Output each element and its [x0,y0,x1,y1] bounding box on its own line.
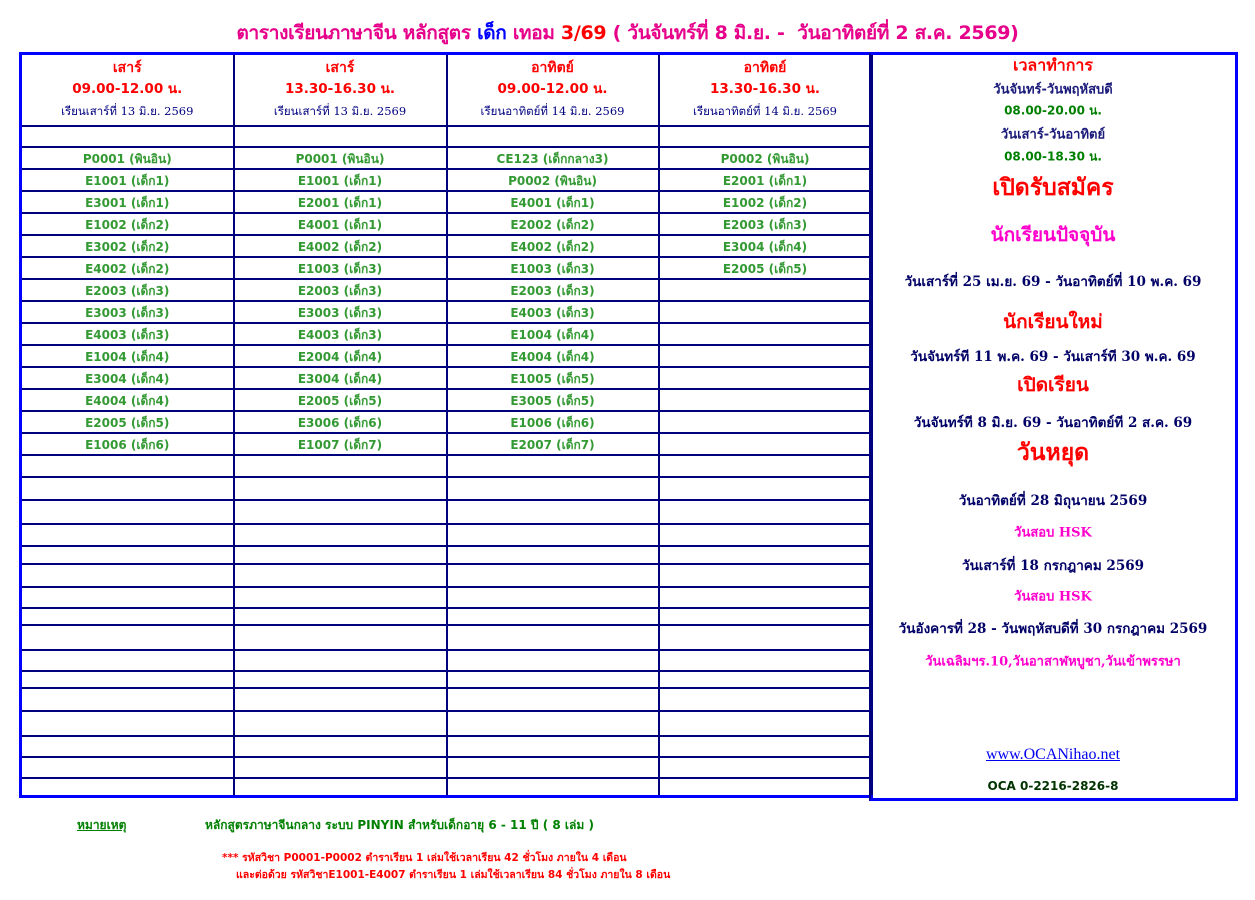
table-cell [21,477,234,500]
course-code: E1002 (เด็ก2) [722,196,808,210]
table-cell [234,736,447,757]
column-time: 13.30-16.30 น. [709,80,821,97]
table-cell [21,546,234,564]
table-cell [21,169,234,191]
table-row [21,477,872,500]
course-code: E1007 (เด็ก7) [297,438,383,452]
column-time: 13.30-16.30 น. [284,80,396,97]
table-cell [21,367,234,389]
table-cell [447,345,659,367]
table-row [21,191,872,213]
column-start-date: เรียนอาทิตย์ที่ 14 มิ.ย. 2569 [693,103,837,118]
table-cell [447,736,659,757]
date-range-text: วันจันทร์ที 8 มิ.ย. 69 - วันอาทิตย์ที 2 ส.ค. 69 [913,415,1193,431]
course-code: E2003 (เด็ก3) [297,284,383,298]
table-row [21,126,872,147]
column-day: อาทิตย์ [743,59,787,76]
table-cell [659,279,872,301]
table-cell [21,301,234,323]
table-cell [447,587,659,608]
table-cell [21,736,234,757]
table-row [21,389,872,411]
column-header [234,54,447,126]
date-range-text: วันเสาร์ที่ 18 กรกฎาคม 2569 [961,558,1145,574]
table-cell [21,711,234,736]
table-cell [447,477,659,500]
table-cell [659,433,872,455]
table-cell [447,169,659,191]
table-row [21,323,872,345]
course-code: E3004 (เด็ก4) [85,372,170,386]
title-prefix: ตารางเรียนภาษาจีน หลักสูตร [236,22,478,44]
course-code: E4001 (เด็ก1) [297,218,383,232]
table-cell [447,688,659,711]
table-cell [21,257,234,279]
course-code: E3004 (เด็ก4) [722,240,808,254]
schedule-table [19,52,873,798]
table-cell [447,671,659,688]
footer-course-description: หลักสูตรภาษาจีนกลาง ระบบ PINYIN สำหรับเด็กอายุ 6 - 11 ปี ( 8 เล่ม ) [205,818,594,832]
table-cell [447,147,659,169]
table-cell [447,257,659,279]
course-code: E4004 (เด็ก4) [510,350,595,364]
course-code: E1004 (เด็ก4) [85,350,170,364]
course-code: E4003 (เด็ก3) [510,306,595,320]
table-cell [659,688,872,711]
table-cell [234,778,447,797]
column-day: เสาร์ [325,59,355,76]
table-cell [447,191,659,213]
table-cell [234,524,447,546]
course-code: E3004 (เด็ก4) [297,372,383,386]
table-cell [21,433,234,455]
table-cell [21,650,234,671]
table-cell [447,608,659,625]
table-cell [234,147,447,169]
table-cell [234,477,447,500]
info-panel [869,52,1238,801]
table-cell [234,671,447,688]
table-cell [234,455,447,477]
table-cell [21,778,234,797]
table-cell [21,671,234,688]
course-code: E3002 (เด็ก2) [85,240,170,254]
section-subheading: นักเรียนปัจจุบัน [990,224,1116,246]
table-cell [659,564,872,587]
course-code: E4002 (เด็ก2) [85,262,170,276]
table-cell [659,455,872,477]
table-cell [659,546,872,564]
course-code: P0001 (พินอิน) [82,152,172,166]
table-cell [659,301,872,323]
table-cell [234,625,447,650]
table-cell [447,625,659,650]
course-code: E2003 (เด็ก3) [510,284,595,298]
table-cell [447,389,659,411]
table-cell [447,455,659,477]
table-cell [21,323,234,345]
course-code: P0001 (พินอิน) [295,152,385,166]
table-row [21,711,872,736]
page-title [0,18,1255,48]
table-cell [447,546,659,564]
course-code: E1001 (เด็ก1) [297,174,383,188]
table-cell [659,257,872,279]
table-cell [447,213,659,235]
table-cell [659,389,872,411]
table-cell [234,323,447,345]
table-cell [21,191,234,213]
column-start-date: เรียนเสาร์ที่ 13 มิ.ย. 2569 [61,103,194,118]
section-heading: เปิดรับสมัคร [992,175,1114,201]
table-cell [659,147,872,169]
table-cell [21,500,234,524]
table-cell [234,587,447,608]
table-row [21,257,872,279]
table-row [21,433,872,455]
course-code: E3001 (เด็ก1) [85,196,170,210]
table-cell [234,711,447,736]
table-cell [659,711,872,736]
table-cell [21,345,234,367]
date-range-text: วันอาทิตย์ที่ 28 มิถุนายน 2569 [958,493,1148,509]
table-cell [234,411,447,433]
table-cell [447,500,659,524]
table-cell [21,688,234,711]
course-code: P0002 (พินอิน) [508,174,597,188]
table-cell [21,389,234,411]
table-row [21,688,872,711]
table-row [21,147,872,169]
table-cell [659,587,872,608]
office-days-label: วันจันทร์-วันพฤหัสบดี [993,82,1113,98]
course-code: E1006 (เด็ก6) [85,438,170,452]
table-row [21,564,872,587]
table-cell [447,235,659,257]
table-cell [447,323,659,345]
table-row [21,500,872,524]
table-row [21,736,872,757]
table-row [21,524,872,546]
table-cell [659,345,872,367]
table-cell [21,757,234,778]
table-row [21,757,872,778]
table-cell [234,301,447,323]
course-code: P0002 (พินอิน) [720,152,810,166]
table-cell [447,650,659,671]
table-cell [234,235,447,257]
course-code: CE123 (เด็กกลาง3) [496,152,609,166]
table-row [21,625,872,650]
table-row [21,169,872,191]
course-code: E1004 (เด็ก4) [510,328,595,342]
table-row [21,587,872,608]
column-start-date: เรียนเสาร์ที่ 13 มิ.ย. 2569 [273,103,407,118]
table-cell [21,213,234,235]
schedule-header-row [21,54,872,126]
course-code: E1003 (เด็ก3) [510,262,595,276]
table-cell [447,279,659,301]
course-code: E3003 (เด็ก3) [85,306,170,320]
table-cell [447,367,659,389]
course-code: E2005 (เด็ก5) [297,394,383,408]
table-cell [234,257,447,279]
table-cell [234,608,447,625]
holiday-note: วันเฉลิมฯร.10,วันอาสาฬหบูชา,วันเข้าพรรษา [925,654,1181,670]
table-cell [21,625,234,650]
table-cell [21,147,234,169]
table-cell [659,500,872,524]
title-level: เด็ก [477,22,507,44]
table-cell [234,191,447,213]
title-term: 3/69 [560,22,607,44]
section-heading: วันหยุด [1016,440,1090,466]
schedule-grid [19,52,870,798]
table-cell [234,757,447,778]
phone-number: OCA 0-2216-2826-8 [987,779,1119,793]
course-code: E4004 (เด็ก4) [85,394,170,408]
footer-note-2: และต่อด้วย รหัสวิชาE1001-E4007 ตำราเรียน 1 เล่มใช้เวลาเรียน 84 ชั่วโมง ภายใน 8 เดือน [236,869,671,881]
table-row [21,279,872,301]
table-row [21,608,872,625]
table-cell [21,455,234,477]
column-header [447,54,659,126]
section-subheading: นักเรียนใหม่ [1003,311,1103,333]
table-cell [21,608,234,625]
table-cell [234,213,447,235]
table-cell [659,524,872,546]
table-row [21,411,872,433]
column-time: 09.00-12.00 น. [497,80,608,97]
table-cell [659,323,872,345]
table-cell [659,650,872,671]
course-code: E2002 (เด็ก2) [510,218,595,232]
table-cell [447,524,659,546]
table-cell [234,279,447,301]
table-cell [659,169,872,191]
table-row [21,650,872,671]
table-row [21,301,872,323]
office-days-label: วันเสาร์-วันอาทิตย์ [1000,127,1106,143]
date-range-text: วันอังคารที่ 28 - วันพฤหัสบดีที่ 30 กรกฎาคม 2569 [898,621,1208,637]
table-cell [21,564,234,587]
table-row [21,367,872,389]
table-cell [234,126,447,147]
table-cell [234,650,447,671]
course-code: E4002 (เด็ก2) [510,240,595,254]
table-cell [234,367,447,389]
table-cell [659,477,872,500]
table-cell [234,433,447,455]
table-row [21,778,872,797]
website-link[interactable]: www.OCANihao.net [985,746,1121,763]
table-cell [21,126,234,147]
table-cell [447,433,659,455]
table-row [21,546,872,564]
course-code: E2005 (เด็ก5) [722,262,808,276]
table-cell [21,235,234,257]
office-hours-value: 08.00-18.30 น. [1004,149,1102,164]
course-code: E2007 (เด็ก7) [510,438,595,452]
table-cell [659,757,872,778]
office-hours-heading: เวลาทำการ [1012,55,1094,75]
title-period: ( วันจันทร์ที่ 8 มิ.ย. - วันอาทิตย์ที่ 2 ส.ค. 2569) [606,22,1019,44]
holiday-note: วันสอบ HSK [1014,589,1092,605]
holiday-note: วันสอบ HSK [1014,525,1092,541]
office-hours-value: 08.00-20.00 น. [1004,103,1102,118]
course-code: E2001 (เด็ก1) [722,174,808,188]
course-code: E2003 (เด็ก3) [722,218,808,232]
course-code: E3005 (เด็ก5) [510,394,595,408]
table-cell [659,671,872,688]
table-cell [659,191,872,213]
table-cell [447,411,659,433]
date-range-text: วันจันทร์ที 11 พ.ค. 69 - วันเสาร์ที 30 พ.ค. 69 [910,349,1196,365]
section-subheading: เปิดเรียน [1017,374,1089,396]
table-cell [447,757,659,778]
table-cell [447,778,659,797]
footer-note-1: *** รหัสวิชา P0001-P0002 ตำราเรียน 1 เล่มใช้เวลาเรียน 42 ชั่วโมง ภายใน 4 เดือน [222,852,627,864]
table-cell [659,778,872,797]
course-code: E3003 (เด็ก3) [297,306,383,320]
column-header [659,54,872,126]
course-code: E2005 (เด็ก5) [85,416,170,430]
table-cell [234,546,447,564]
table-cell [659,213,872,235]
table-cell [447,126,659,147]
course-code: E4003 (เด็ก3) [85,328,170,342]
course-code: E2003 (เด็ก3) [85,284,170,298]
table-cell [447,564,659,587]
table-row [21,345,872,367]
table-cell [447,711,659,736]
course-code: E3006 (เด็ก6) [297,416,383,430]
table-cell [659,608,872,625]
table-cell [659,367,872,389]
column-start-date: เรียนอาทิตย์ที่ 14 มิ.ย. 2569 [480,103,625,118]
table-row [21,213,872,235]
table-cell [21,524,234,546]
table-cell [21,279,234,301]
table-row [21,235,872,257]
title-term-label: เทอม [506,22,561,44]
course-code: E4003 (เด็ก3) [297,328,383,342]
column-time: 09.00-12.00 น. [72,80,183,97]
course-code: E4001 (เด็ก1) [510,196,595,210]
column-day: เสาร์ [112,59,142,76]
course-code: E4002 (เด็ก2) [297,240,383,254]
table-cell [234,500,447,524]
table-cell [234,389,447,411]
table-cell [659,126,872,147]
column-header [21,54,234,126]
table-cell [659,736,872,757]
table-cell [447,301,659,323]
course-code: E2004 (เด็ก4) [297,350,383,364]
table-cell [234,688,447,711]
table-row [21,455,872,477]
table-cell [659,625,872,650]
table-row [21,671,872,688]
table-cell [21,587,234,608]
course-code: E2001 (เด็ก1) [297,196,383,210]
course-code: E1005 (เด็ก5) [510,372,595,386]
table-cell [234,169,447,191]
table-cell [234,345,447,367]
footer-note-label: หมายเหตุ [77,818,127,832]
course-code: E1003 (เด็ก3) [297,262,383,276]
date-range-text: วันเสาร์ที่ 25 เม.ย. 69 - วันอาทิตย์ที่ 10 พ.ค. 69 [904,274,1202,290]
course-code: E1001 (เด็ก1) [85,174,170,188]
table-cell [234,564,447,587]
table-cell [659,411,872,433]
table-cell [21,411,234,433]
column-day: อาทิตย์ [531,59,574,76]
course-code: E1002 (เด็ก2) [85,218,170,232]
course-code: E1006 (เด็ก6) [510,416,595,430]
table-cell [659,235,872,257]
